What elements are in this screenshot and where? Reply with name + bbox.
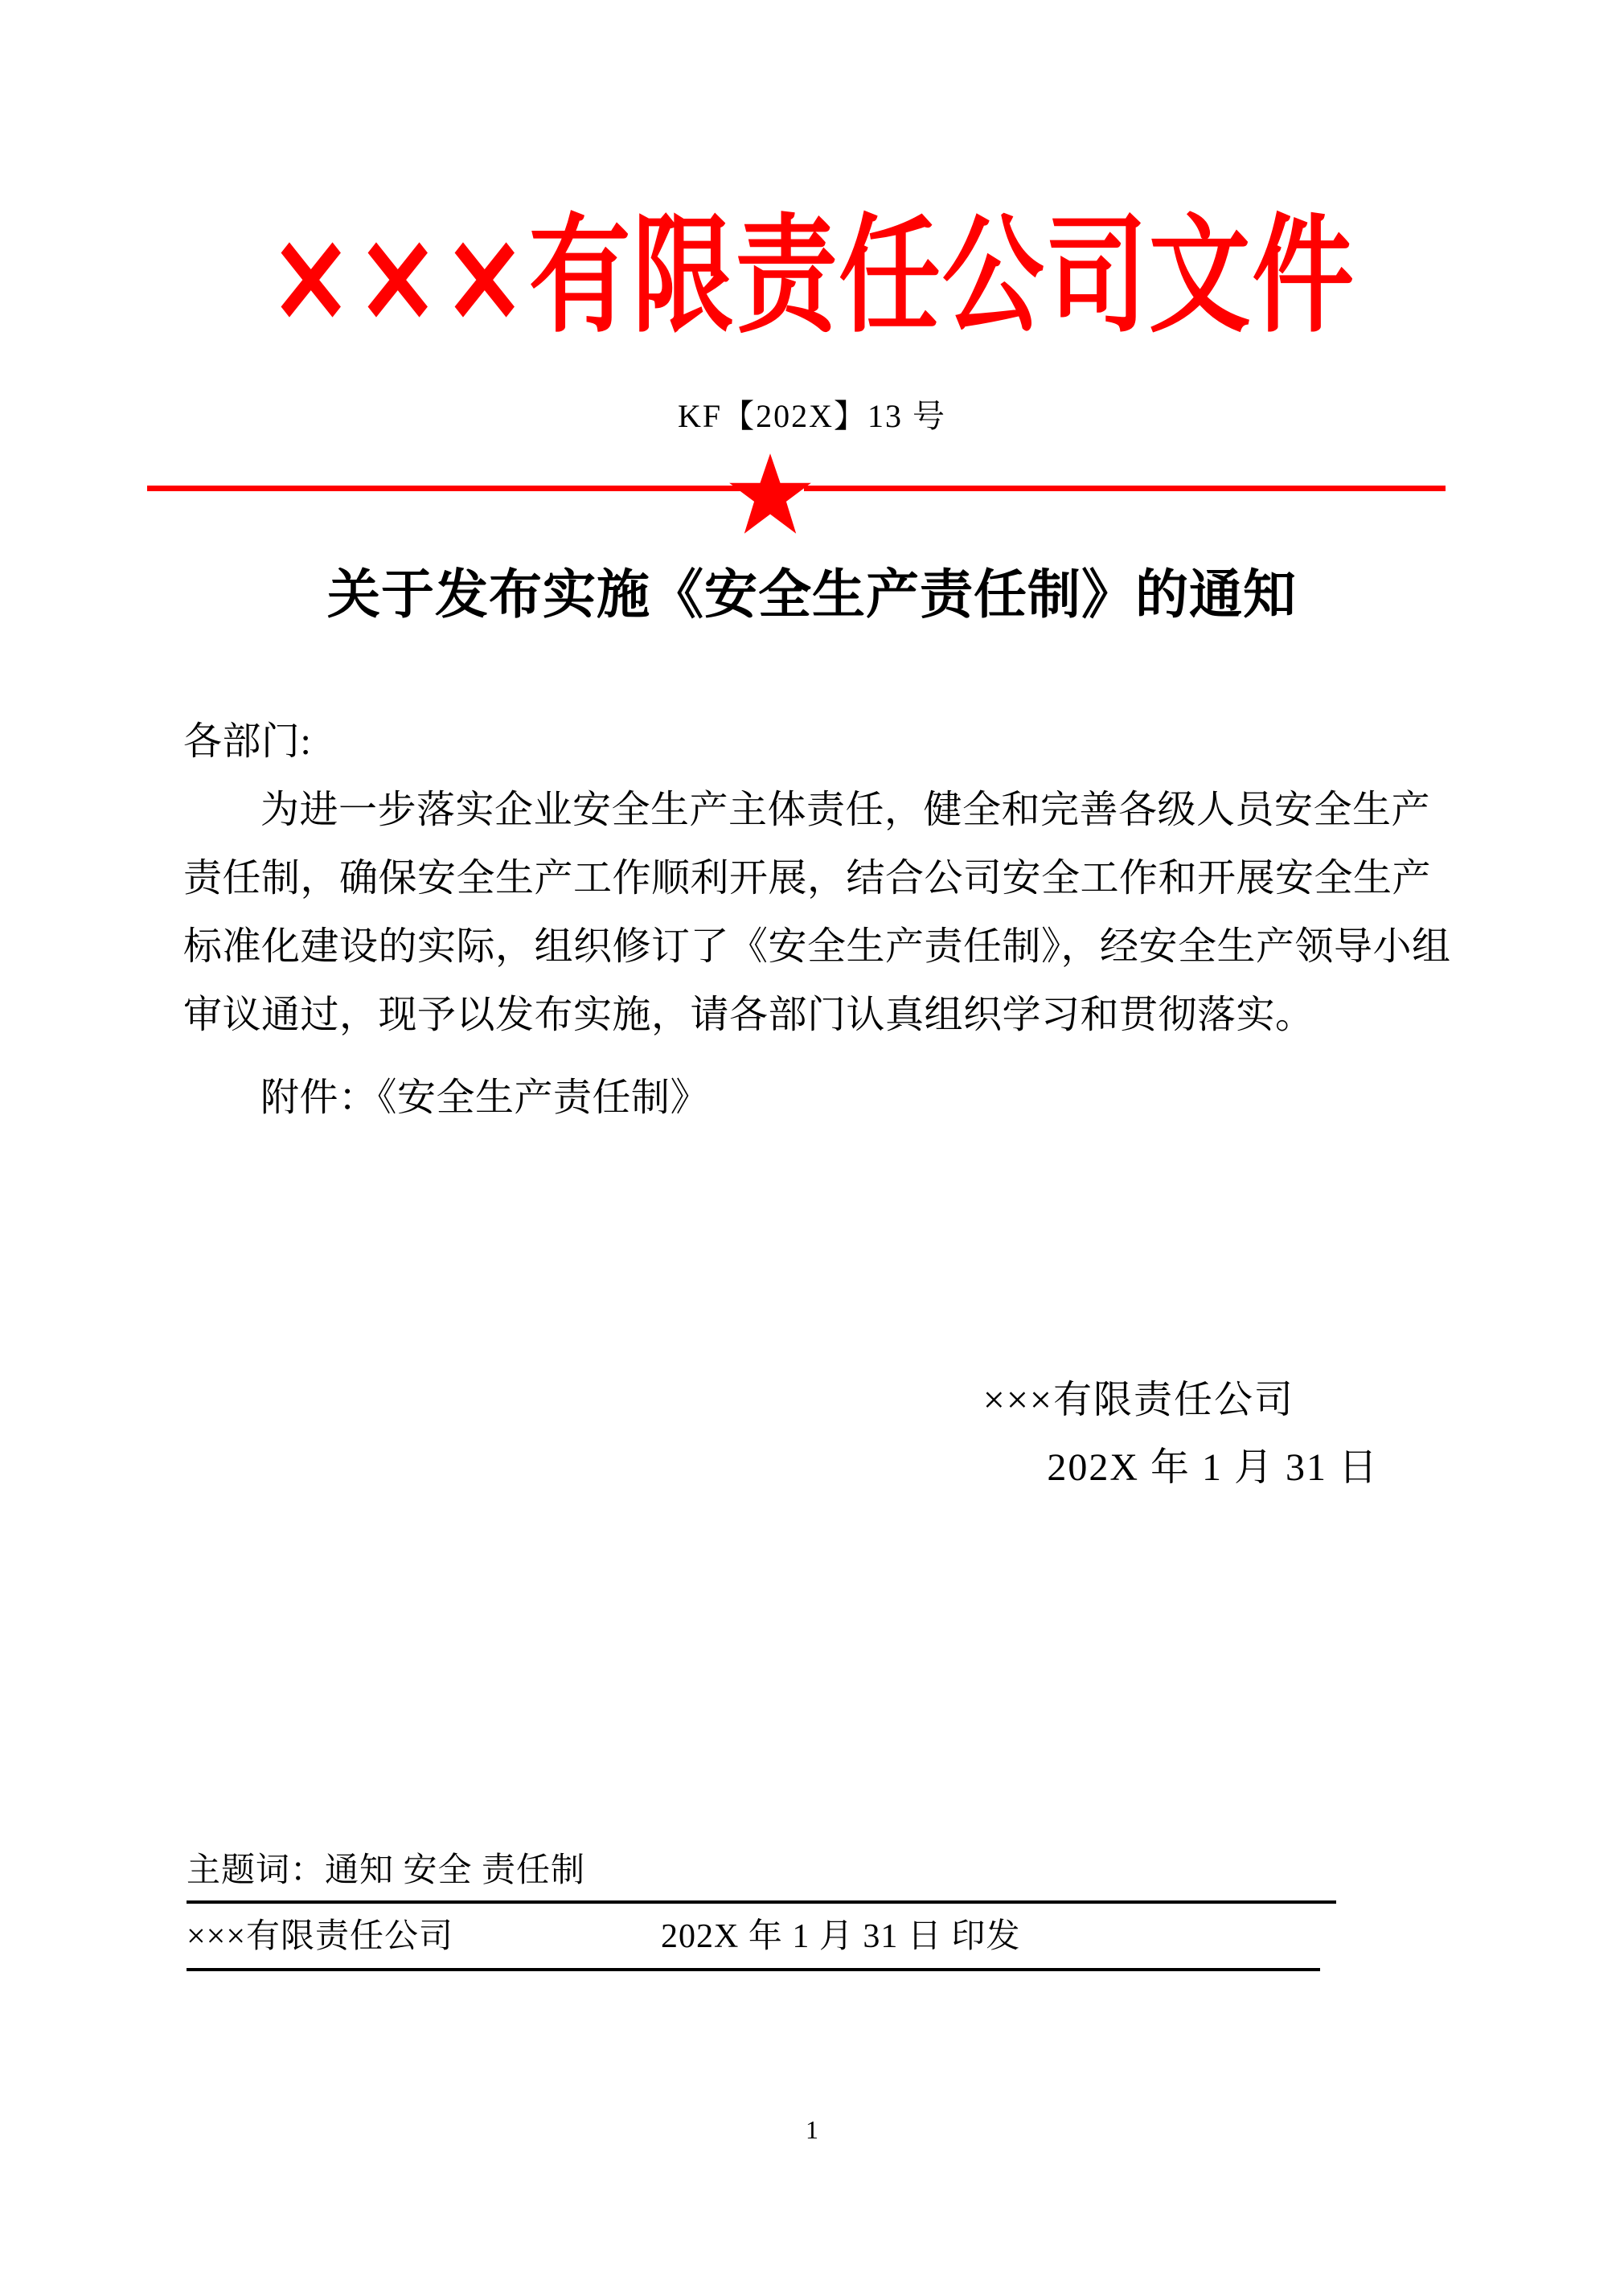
page-title: 关于发布实施《安全生产责任制》的通知 (327, 564, 1297, 625)
red-rule-right-segment (804, 486, 1446, 491)
signature-organization: ×××有限责任公司 (982, 1379, 1294, 1421)
document-body (183, 707, 1458, 1132)
letterhead (0, 199, 1624, 351)
signature-date: 202X 年 1 月 31 日 (1047, 1446, 1379, 1489)
footer-issue-date: 202X 年 1 月 31 日 印发 (661, 1918, 1021, 1955)
red-rule-left-segment (147, 486, 742, 491)
signature-block (0, 1367, 1439, 1502)
attachment-line: 附件：《安全生产责任制》 (260, 1076, 710, 1119)
document-number: KF【202X】13 号 (677, 398, 947, 434)
letterhead-title: ×××有限责任公司文件 (268, 202, 1356, 351)
body-paragraph: 为进一步落实企业安全生产主体责任，健全和完善各级人员安全生产责任制，确保安全生产工作顺利开展，结合公司安全工作和开展安全生产标准化建设的实际，组织修订了《安全生产责任制》，经安全生产领导小组审议通过，现予以发布实施，请各部门认真组织学习和贯彻落实。 (183, 789, 1451, 1036)
document-footer (187, 1846, 1336, 1971)
footer-keywords: 主题词：通知 安全 责任制 (187, 1852, 586, 1889)
salutation: 各部门: (183, 720, 312, 763)
page-number: 1 (806, 2115, 818, 2144)
footer-rule-bottom (187, 1968, 1320, 1971)
red-star-icon (728, 452, 813, 537)
footer-issuer-organization: ×××有限责任公司 (187, 1918, 454, 1955)
footer-issuer-row (187, 1904, 1336, 1968)
red-separator-rule (0, 455, 1624, 519)
